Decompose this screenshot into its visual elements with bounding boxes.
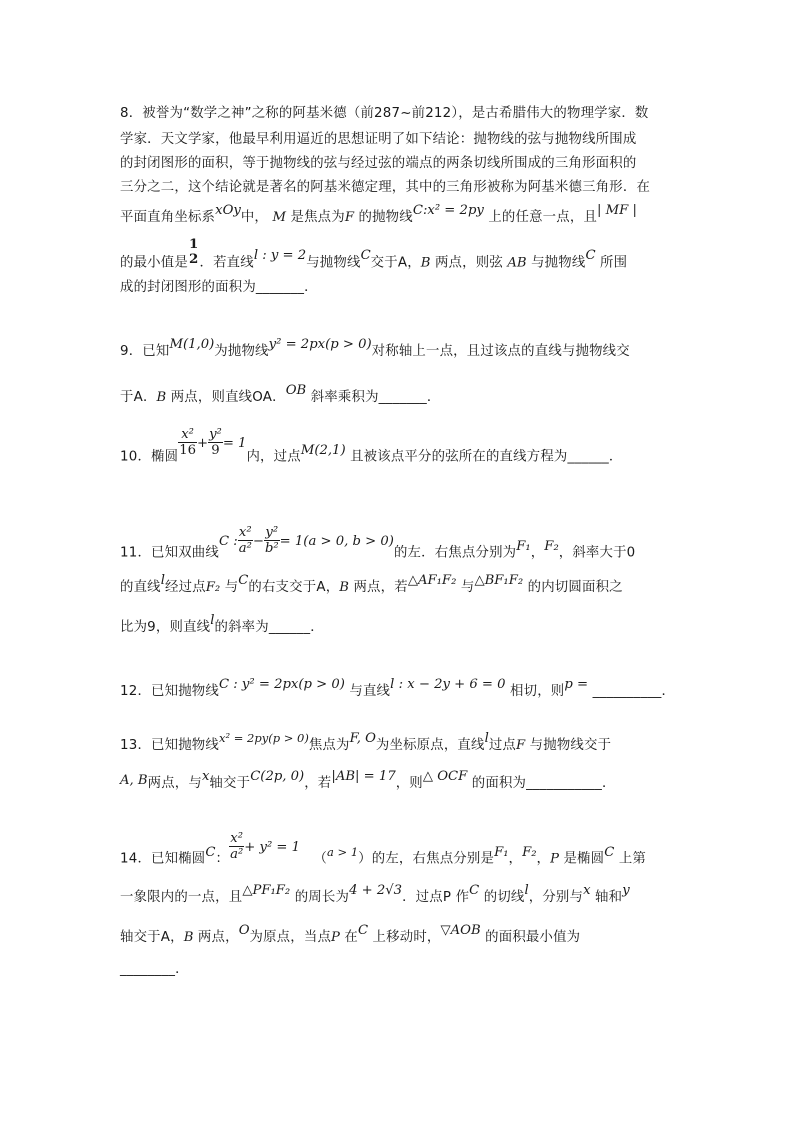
problem-8-line-1: 8．被誉为“数学之神”之称的阿基米德（前287~前212），是古希腊伟大的物理学家．数 [120,106,649,121]
problem-11-line-1: 11．已知双曲线C : $\frac{\text{x²}}{\text{a²}}$ − $\frac{\text{y²}}{\text{b²}}$ = 1(a > 0, b > 0)的左．右焦点分别为F₁，F₂，斜率大于0 [120,525,636,561]
problem-8-line-4: 三分之二，这个结论就是著名的阿基米德定理，其中的三角形被称为阿基米德三角形．在 [120,180,651,195]
problem-12-line-1: 12．已知抛物线C : y² = 2px(p > 0) 与直线l : x − 2y + 6 = 0 相切，则p = __________． [120,677,676,699]
math-C: C [360,248,371,264]
math-F: F [344,210,355,225]
math-point-M: M(1,0) [169,337,215,352]
math-M: M [272,210,287,225]
math-line-l: l : x − 2y + 6 = 0 [390,677,506,692]
problem-14-line-4: ________． [120,962,189,977]
problem-13-line-2: A, B两点，与x轴交于C(2p, 0)，若|AB| = 17，则△ OCF 的面积为___________． [120,769,616,791]
math-parabola-def: C:x² = 2py [412,203,484,218]
problem-11-line-3: 比为9，则直线l的斜率为______． [120,613,324,635]
math-fraction-x2-a2: $\frac{\text{x²}}{\text{a²}}$ [238,525,252,557]
math-B: B [420,255,431,271]
math-parabola-C: C : y² = 2px(p > 0) [218,677,345,692]
problem-14-line-1: 14．已知椭圆C： $\frac{\text{x²}}{\text{a²}}$ + y² = 1 （a > 1）的左，右焦点分别是F₁，F₂，P 是椭圆C 上第 [120,831,646,867]
problem-8-line-5: 平面直角坐标系xOy中， M 是焦点为F 的抛物线C:x² = 2py 上的任意一点，且| MF | [120,203,637,225]
math-fraction-x2-16: $\frac{\text{x²}}{16}$ [179,427,196,459]
problem-14-line-2: 一象限内的一点，且△PF₁F₂ 的周长为4 + 2√3．过点P 作C 的切线l，分别与x 轴和y [120,883,630,905]
math-fraction-half: 1 2 [188,236,199,268]
math-point-M: M(2,1) [300,442,346,458]
math-AB: AB [507,255,527,271]
problem-8-line-3: 的封闭图形的面积，等于抛物线的弦与经过弦的端点的两条切线所围成的三角形面积的 [120,156,637,171]
problem-9-line-1: 9．已知M(1,0)为抛物线y² = 2px(p > 0)对称轴上一点，且过该点的直线与抛物线交 [120,337,630,359]
problem-8-line-7: 成的封闭图形的面积为_______． [120,280,318,295]
problem-11-line-2: 的直线l经过点F₂ 与C的右支交于A，B 两点，若△AF₁F₂ 与△BF₁F₂ 的内切圆面积之 [120,573,623,595]
math-parabola: y² = 2px(p > 0) [268,337,372,352]
math-xOy: xOy [215,203,241,218]
problem-13-line-1: 13．已知抛物线x² = 2py(p > 0)焦点为F, O为坐标原点，直线l过点F 与抛物线交于 [120,731,612,753]
problem-10-line-1: 10．椭圆 $\frac{\text{x²}}{16}$ + $\frac{\text{y²}}{9}$ = 1内，过点M(2,1) 且被该点平分的弦所在的直线方程为______． [120,427,623,465]
math-fraction-y2-9: $\frac{\text{y²}}{9}$ [209,427,222,459]
problem-9-line-2: 于A．B 两点，则直线OA．OB 斜率乘积为_______． [120,383,441,405]
math-abs-MF: | MF | [597,203,637,218]
math-C: C [585,248,596,264]
math-line-l: l : y = 2 [253,248,307,264]
problem-8-line-6: 的最小值是 1 2 ．若直线l : y = 2与抛物线C交于A，B 两点，则弦 AB 与抛物线C 所围 [120,236,628,271]
math-fraction-x2-a2: $\frac{\text{x²}}{\text{a²}}$ [230,831,244,863]
problem-14-line-3: 轴交于A，B 两点，O为原点，当点P 在C 上移动时，▽AOB 的面积最小值为 [120,923,581,945]
math-parabola: x² = 2py(p > 0) [218,731,309,745]
math-B: B [156,390,167,405]
math-hyperbola-C: C : [218,533,238,549]
math-fraction-y2-b2: $\frac{\text{y²}}{\text{b²}}$ [264,525,279,557]
math-OB: OB [285,383,307,398]
problem-8-line-2: 学家．天文学家，他最早利用逼近的思想证明了如下结论：抛物线的弦与抛物线所围成 [120,132,637,147]
